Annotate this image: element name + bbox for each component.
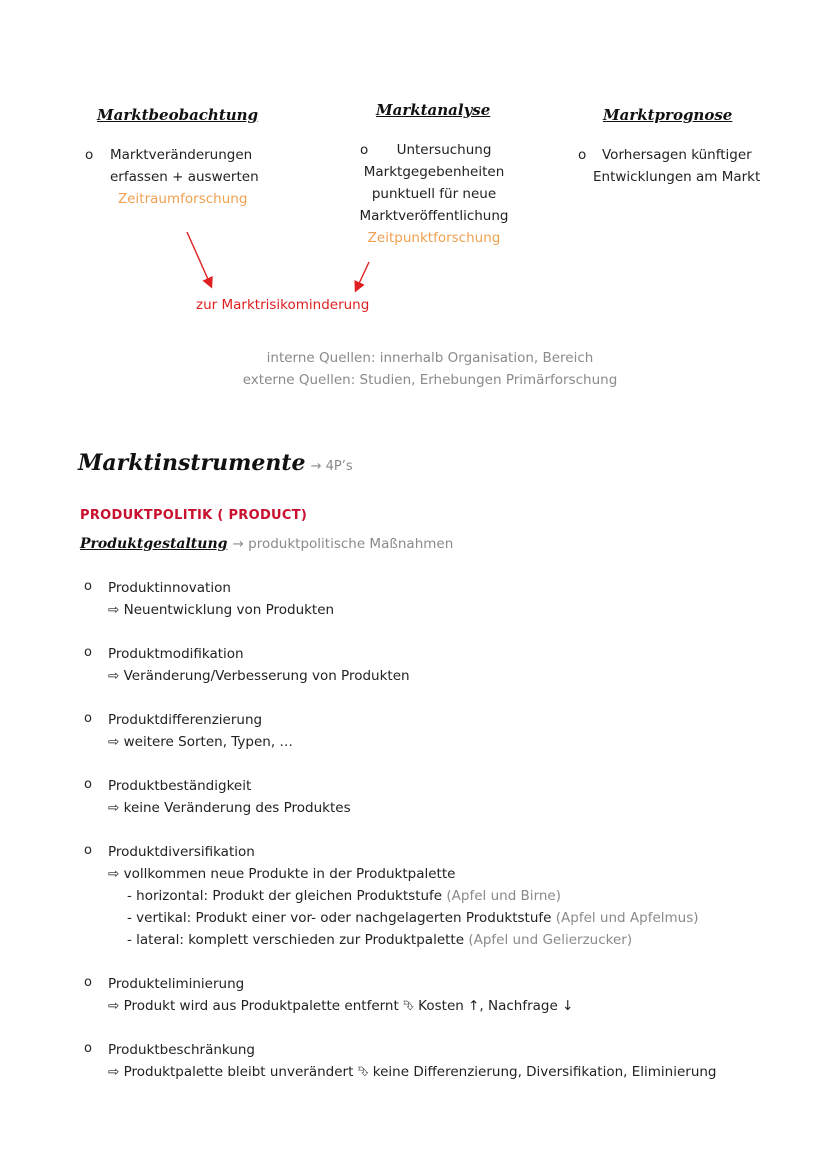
column-title-marktprognose: Marktprognose [603, 106, 733, 124]
item-title: Produktdifferenzierung [108, 712, 263, 728]
column-line: punktuell für neue [371, 186, 497, 202]
item-title: Produktdiversifikation [108, 844, 255, 860]
section-title-suffix: → 4P’s [310, 459, 353, 474]
item-title: Produktbeschränkung [108, 1042, 256, 1058]
section-title-text: Marktinstrumente [78, 450, 306, 476]
item-desc: ⇨ Produktpalette bleibt unverändert ⮷ keine Differenzierung, Diversifikation, Eliminierung [108, 1064, 717, 1080]
arrow-icon: ⇨ [108, 800, 120, 816]
arrow-icon: ⇨ [108, 734, 120, 750]
item-title: Produkteliminierung [108, 976, 245, 992]
sub-item: - horizontal: Produkt der gleichen Produktstufe (Apfel und Birne) [127, 888, 562, 904]
item-title: Produktmodifikation [108, 646, 244, 662]
arrow-icon: ⇨ [108, 998, 120, 1014]
arrow-left [187, 232, 211, 286]
column-title-marktanalyse: Marktanalyse [376, 101, 491, 119]
bullet: o [84, 645, 92, 660]
arrow-icon: ⇨ [108, 866, 120, 882]
arrow-icon: ⇨ [108, 668, 120, 684]
column-accent: Zeitraumforschung [118, 191, 248, 207]
bullet: o [85, 147, 94, 163]
column-title-marktbeobachtung: Marktbeobachtung [97, 106, 259, 124]
item-desc: ⇨ keine Veränderung des Produktes [108, 800, 351, 816]
risk-note: zur Marktrisikominderung [196, 297, 370, 313]
sub-item: - vertikal: Produkt einer vor- oder nachgelagerten Produktstufe (Apfel und Apfelmus) [127, 910, 699, 926]
bullet: o [84, 777, 92, 792]
arrow-icon: ⇨ [108, 602, 120, 618]
item-desc: ⇨ Veränderung/Verbesserung von Produkten [108, 668, 410, 684]
sub-item: - lateral: komplett verschieden zur Produktpalette (Apfel und Gelierzucker) [127, 932, 633, 948]
bullet: o [84, 711, 92, 726]
bullet: o [84, 1041, 92, 1056]
subhead-text: Produktgestaltung [80, 536, 228, 552]
sources-external: externe Quellen: Studien, Erhebungen Primärforschung [242, 372, 618, 388]
bullet: o [84, 843, 92, 858]
item-desc: ⇨ Produkt wird aus Produktpalette entfernt ⮷ Kosten ↑, Nachfrage ↓ [108, 998, 574, 1014]
section-title [78, 450, 353, 476]
column-accent: Zeitpunktforschung [367, 230, 501, 246]
item-title: Produktbeständigkeit [108, 778, 252, 794]
arrow-icon: ⇨ [108, 1064, 120, 1080]
item-desc: ⇨ vollkommen neue Produkte in der Produktpalette [108, 866, 456, 882]
column-line: Marktveröffentlichung [359, 208, 509, 224]
subhead [80, 533, 453, 552]
bullet: o [84, 975, 92, 990]
bullet: o [578, 147, 587, 163]
column-line: Marktveränderungen [110, 147, 253, 163]
column-line: Marktgegebenheiten [363, 164, 505, 180]
item-title: Produktinnovation [108, 580, 231, 596]
arrow-right [356, 262, 369, 290]
arrows-diagram [0, 0, 828, 330]
sources-internal: interne Quellen: innerhalb Organisation, Bereich [266, 350, 594, 366]
column-line: Untersuchung [396, 142, 492, 158]
subhead-suffix: → produktpolitische Maßnahmen [232, 536, 454, 552]
bullet: o [360, 142, 369, 158]
column-line: Entwicklungen am Markt [593, 169, 761, 185]
subsection-head: PRODUKTPOLITIK ( PRODUCT) [80, 508, 308, 523]
item-desc: ⇨ Neuentwicklung von Produkten [108, 602, 335, 618]
column-line: erfassen + auswerten [110, 169, 259, 185]
item-desc: ⇨ weitere Sorten, Typen, … [108, 734, 293, 750]
column-line: Vorhersagen künftiger [602, 147, 752, 163]
bullet: o [84, 579, 92, 594]
